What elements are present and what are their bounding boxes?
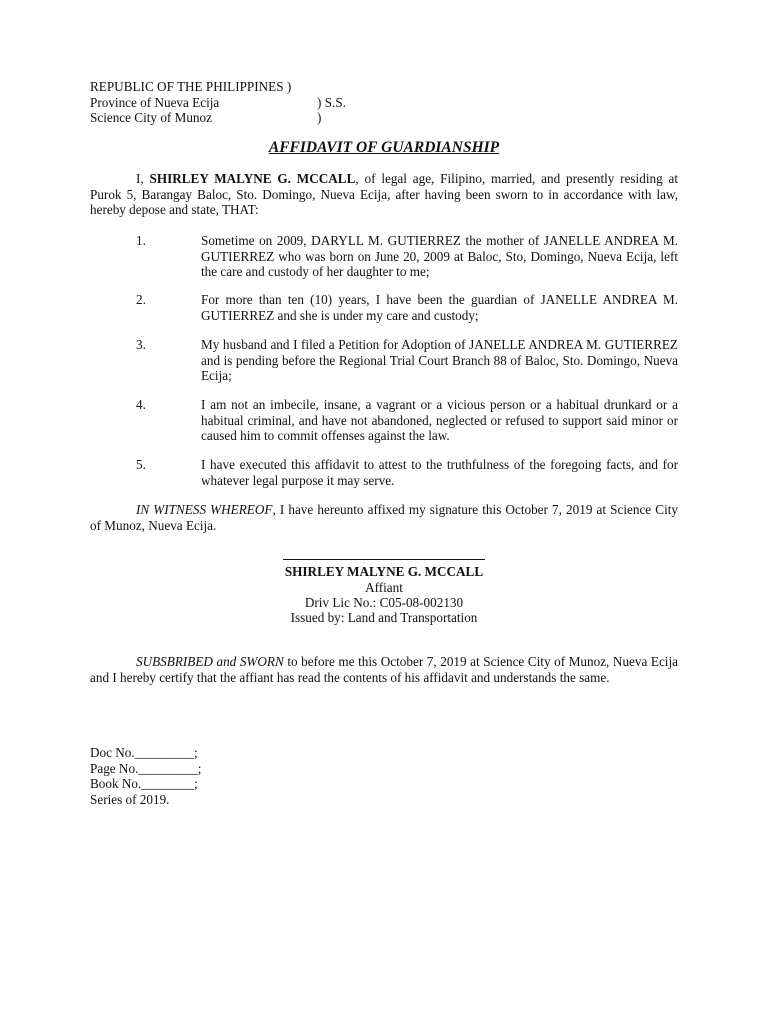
signatory-role: Affiant: [365, 580, 403, 595]
venue-country: REPUBLIC OF THE PHILIPPINES: [90, 79, 284, 94]
license-issuer: Issued by: Land and Transportation: [290, 610, 478, 625]
venue-line-3: [90, 110, 390, 126]
intro-paragraph: [90, 171, 678, 218]
affiant-name: SHIRLEY MALYNE G. MCCALL: [149, 171, 356, 186]
doc-number: Doc No._________;: [90, 745, 198, 760]
venue-line-2: [90, 95, 390, 111]
venue-province: Province of Nueva Ecija: [90, 94, 220, 110]
signature-line: [283, 549, 485, 560]
venue-bracket: ): [317, 110, 322, 125]
notarial-register: [90, 745, 390, 807]
series-year: Series of 2019.: [90, 791, 170, 807]
item-text: I have executed this affidavit to attest to the truthfulness of the foregoing facts, and for whatever legal purpose it may serve.: [201, 457, 678, 488]
witness-paragraph: [90, 502, 678, 533]
venue-block: [90, 79, 390, 126]
signatory-name: SHIRLEY MALYNE G. MCCALL: [284, 564, 484, 579]
book-number: Book No.________;: [90, 776, 198, 791]
document-title: AFFIDAVIT OF GUARDIANSHIP: [268, 139, 500, 156]
venue-bracket: ): [286, 79, 292, 94]
item-text: Sometime on 2009, DARYLL M. GUTIERREZ the mother of JANELLE ANDREA M. GUTIERREZ who was born on June 20, 2009 at Baloc, Sto, Domingo, Nueva Ecija, left the care and custody of her daughter to me;: [201, 233, 678, 279]
venue-line-1: [90, 79, 390, 95]
witness-text: , I have hereunto affixed my signature this October 7, 2019 at Science City of Munoz, Nueva Ecija.: [90, 502, 678, 533]
item-text: For more than ten (10) years, I have been the guardian of JANELLE ANDREA M. GUTIERREZ and she is under my care and custody;: [201, 292, 678, 323]
item-number: 5.: [136, 457, 146, 472]
license-number: Driv Lic No.: C05-08-002130: [304, 595, 464, 610]
item-number: 3.: [136, 337, 146, 352]
jurat-text: to before me this October 7, 2019 at Science City of Munoz, Nueva Ecija and I hereby certify that the affiant has read the contents of his affidavit and understands the same.: [90, 654, 678, 685]
witness-lead: IN WITNESS WHEREOF: [136, 502, 273, 517]
item-text: I am not an imbecile, insane, a vagrant or a vicious person or a habitual drunkard or a habitual criminal, and have not abandoned, neglected or refused to support said minor or caused him to commit offenses against the law.: [201, 397, 678, 443]
item-number: 4.: [136, 397, 146, 412]
intro-suffix: , of legal age, Filipino, married, and presently residing at Purok 5, Barangay Baloc, Sto. Domingo, Nueva Ecija, after having been sworn to in accordance with law, hereby depose and state, THAT:: [90, 171, 679, 217]
item-number: 2.: [136, 292, 146, 307]
jurat-paragraph: [90, 654, 678, 685]
intro-prefix: I,: [136, 171, 150, 186]
jurat-lead: SUBSBRIBED and SWORN: [136, 654, 284, 669]
item-text: My husband and I filed a Petition for Adoption of JANELLE ANDREA M. GUTIERREZ and is pending before the Regional Trial Court Branch 88 of Baloc, Sto. Domingo, Nueva Ecija;: [201, 337, 678, 383]
page-number: Page No._________;: [90, 760, 202, 776]
venue-ss: ) S.S.: [317, 94, 346, 110]
item-number: 1.: [136, 233, 146, 248]
venue-city: Science City of Munoz: [90, 110, 212, 125]
